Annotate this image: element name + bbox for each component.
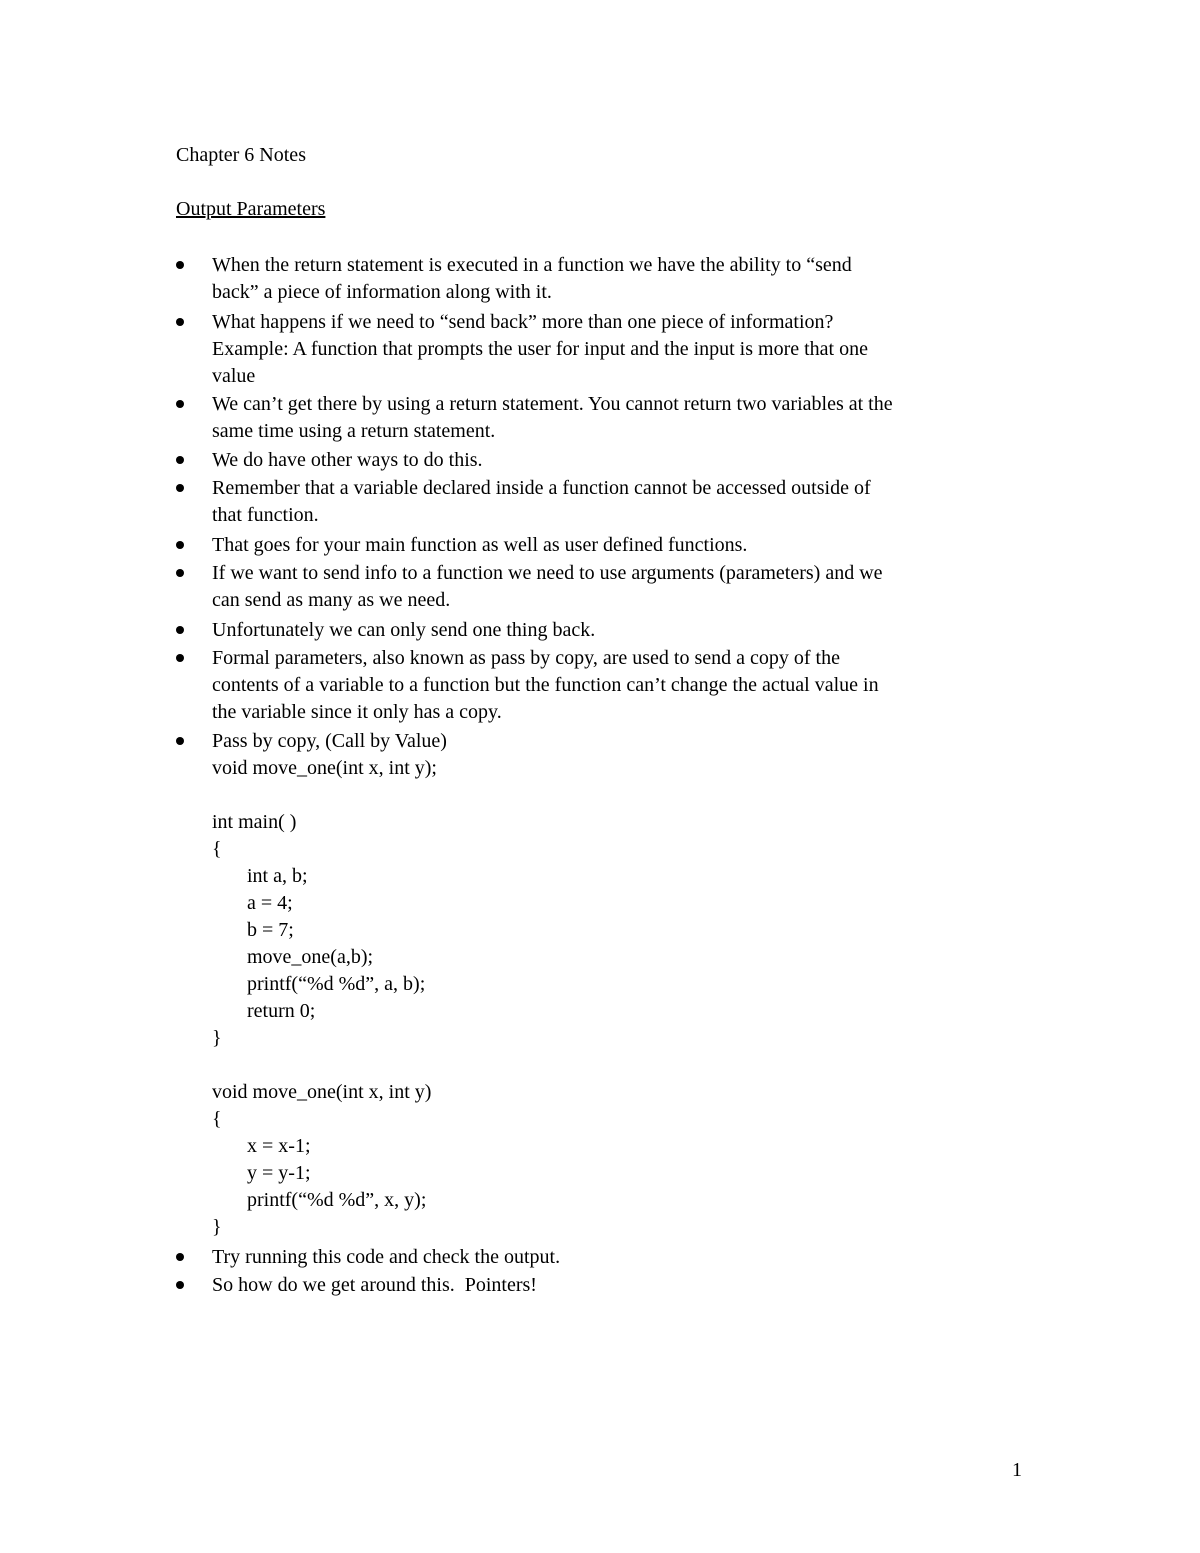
bullet-line: Pass by copy, (Call by Value) [212, 730, 447, 752]
bullet-icon [176, 561, 186, 571]
bullet-icon [176, 448, 186, 458]
code-line: y = y-1; [247, 1162, 311, 1184]
bullet-line: We do have other ways to do this. [212, 449, 483, 471]
page-number: 1 [1012, 1459, 1022, 1481]
bullet-line: can send as many as we need. [212, 589, 451, 611]
bullet-line: contents of a variable to a function but the function can’t change the actual value in [212, 674, 879, 696]
code-brace: { [212, 838, 222, 860]
bullet-icon [176, 618, 186, 628]
bullet-line: same time using a return statement. [212, 420, 496, 442]
code-line: int a, b; [247, 865, 308, 887]
code-prototype: void move_one(int x, int y); [212, 757, 437, 779]
bullet-line: that function. [212, 504, 319, 526]
bullet-line: That goes for your main function as well as user defined functions. [212, 534, 748, 556]
code-line: b = 7; [247, 919, 294, 941]
bullet-line: What happens if we need to “send back” more than one piece of information? [212, 311, 834, 333]
code-line: return 0; [247, 1000, 316, 1022]
bullet-icon [176, 1273, 186, 1283]
code-main-signature: int main( ) [212, 811, 297, 833]
bullet-line: Unfortunately we can only send one thing back. [212, 619, 596, 641]
bullet-line: back” a piece of information along with it. [212, 281, 552, 303]
code-line: move_one(a,b); [247, 946, 374, 968]
code-brace: } [212, 1216, 222, 1238]
bullet-line: Example: A function that prompts the user for input and the input is more that one [212, 338, 868, 360]
code-line: printf(“%d %d”, a, b); [247, 973, 426, 995]
code-line: x = x-1; [247, 1135, 311, 1157]
code-line: a = 4; [247, 892, 293, 914]
code-brace: } [212, 1027, 222, 1049]
section-heading: Output Parameters [176, 198, 326, 220]
bullet-line: We can’t get there by using a return statement. You cannot return two variables at the [212, 393, 893, 415]
bullet-line: So how do we get around this. Pointers! [212, 1274, 537, 1296]
bullet-icon [176, 476, 186, 486]
bullet-line: If we want to send info to a function we need to use arguments (parameters) and we [212, 562, 883, 584]
bullet-icon [176, 392, 186, 402]
bullet-icon [176, 310, 186, 320]
bullet-line: the variable since it only has a copy. [212, 701, 502, 723]
bullet-line: value [212, 365, 256, 387]
code-brace: { [212, 1108, 222, 1130]
bullet-icon [176, 533, 186, 543]
code-line: printf(“%d %d”, x, y); [247, 1189, 427, 1211]
bullet-line: Formal parameters, also known as pass by copy, are used to send a copy of the [212, 647, 840, 669]
code-func-signature: void move_one(int x, int y) [212, 1081, 432, 1103]
bullet-line: Remember that a variable declared inside a function cannot be accessed outside of [212, 477, 871, 499]
bullet-icon [176, 1245, 186, 1255]
bullet-icon [176, 729, 186, 739]
bullet-line: Try running this code and check the output. [212, 1246, 561, 1268]
bullet-icon [176, 646, 186, 656]
document-title: Chapter 6 Notes [176, 144, 306, 166]
bullet-line: When the return statement is executed in a function we have the ability to “send [212, 254, 852, 276]
bullet-icon [176, 253, 186, 263]
